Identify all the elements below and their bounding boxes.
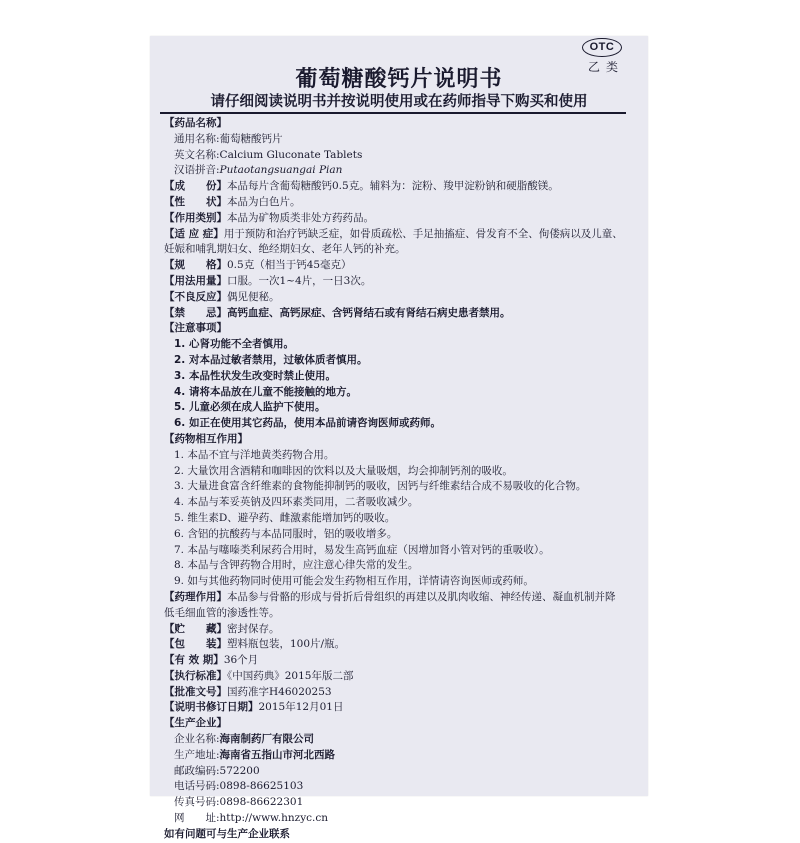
package-row	[164, 637, 624, 653]
precaution-item: 4. 请将本品放在儿童不能接触的地方。	[174, 385, 357, 398]
adverse-label: 【不良反应】	[164, 290, 227, 303]
precautions-heading: 【注意事项】	[164, 322, 227, 335]
category-label: 【作用类别】	[164, 211, 227, 224]
manufacturer-field-value: 海南省五指山市河北西路	[219, 748, 336, 761]
interaction-item: 6. 含铝的抗酸药与本品同服时，铝的吸收增多。	[174, 527, 398, 540]
generic-name-row	[164, 132, 624, 148]
package-value: 塑料瓶包装，100片/瓶。	[227, 638, 346, 651]
interaction-item: 8. 本品与含钾药物合用时，应注意心律失常的发生。	[174, 559, 419, 572]
composition-row	[164, 179, 624, 195]
composition-value: 本品每片含葡萄糖酸钙0.5克。辅料为：淀粉、羧甲淀粉钠和硬脂酸镁。	[227, 180, 559, 193]
manufacturer-field	[164, 748, 624, 764]
manufacturer-field	[164, 811, 624, 827]
pharmacology-label: 【药理作用】	[164, 590, 227, 603]
manufacturer-field-label: 邮政编码:	[174, 764, 220, 777]
otc-badge: OTC	[582, 38, 622, 57]
storage-label: 【贮 藏】	[164, 622, 227, 635]
standard-value: 《中国药典》2015年版二部	[227, 669, 354, 682]
dosage-row	[164, 274, 624, 290]
category-value: 本品为矿物质类非处方药药品。	[227, 211, 374, 224]
manufacturer-field	[164, 779, 624, 795]
english-name-value: Calcium Gluconate Tablets	[219, 148, 363, 161]
precaution-item: 6. 如正在使用其它药品，使用本品前请咨询医师或药师。	[174, 417, 441, 430]
composition-label: 【成 份】	[164, 180, 227, 193]
precaution-item: 2. 对本品过敏者禁用，过敏体质者慎用。	[174, 353, 368, 366]
manufacturer-field	[164, 764, 624, 780]
spec-label: 【规 格】	[164, 259, 227, 272]
appearance-label: 【性 状】	[164, 195, 227, 208]
generic-name-label: 通用名称:	[174, 132, 220, 145]
storage-row	[164, 622, 624, 638]
manufacturer-field	[164, 795, 624, 811]
drug-name-heading: 【药品名称】	[164, 117, 227, 129]
approval-row	[164, 685, 624, 701]
pharmacology-value: 本品参与骨骼的形成与骨折后骨组织的再建以及肌肉收缩、神经传递、凝血机制并降低毛细血管的渗透性等。	[164, 590, 616, 619]
manufacturer-field-label: 电话号码:	[174, 780, 220, 793]
validity-label: 【有 效 期】	[164, 654, 224, 667]
interaction-item: 3. 大量进食富含纤维素的食物能抑制钙的吸收，因钙与纤维素结合成不易吸收的化合物。	[174, 480, 587, 493]
pharmacology-row	[164, 590, 624, 622]
pinyin-name-row	[164, 163, 624, 179]
drug-class-label: 乙类	[588, 60, 625, 74]
standard-row	[164, 669, 624, 685]
interactions-heading: 【药物相互作用】	[164, 432, 248, 445]
category-row	[164, 211, 624, 227]
manufacturer-field-value: 0898-86622301	[219, 796, 304, 809]
revision-row	[164, 700, 624, 716]
page-subtitle: 请仔细阅读说明书并按说明使用或在药师指导下购买和使用	[210, 94, 588, 110]
appearance-value: 本品为白色片。	[227, 195, 301, 208]
contraindications-value: 高钙血症、高钙尿症、含钙肾结石或有肾结石病史患者禁用。	[227, 306, 511, 319]
spec-row	[164, 258, 624, 274]
interaction-item: 1. 本品不宜与洋地黄类药物合用。	[174, 448, 335, 461]
manufacturer-field	[164, 732, 624, 748]
storage-value: 密封保存。	[227, 622, 280, 635]
footer-note: 如有问题可与生产企业联系	[164, 827, 290, 840]
precaution-item: 1. 心肾功能不全者慎用。	[174, 338, 294, 351]
manufacturer-field-label: 网 址:	[174, 812, 220, 825]
validity-value: 36个月	[223, 654, 259, 667]
spec-value: 0.5克（相当于钙45毫克）	[227, 259, 352, 272]
page-title: 葡萄糖酸钙片说明书	[295, 67, 503, 92]
manufacturer-field-label: 传真号码:	[174, 796, 220, 809]
approval-label: 【批准文号】	[164, 685, 227, 698]
interaction-item: 7. 本品与噻嗪类利尿药合用时，易发生高钙血症（因增加肾小管对钙的重吸收）。	[174, 543, 550, 556]
standard-label: 【执行标准】	[164, 669, 227, 682]
manufacturer-heading: 【生产企业】	[164, 717, 227, 730]
revision-value: 2015年12月01日	[258, 701, 344, 714]
pinyin-name-value: Putaotangsuangai Pian	[219, 164, 343, 177]
manufacturer-field-value: 572200	[219, 764, 260, 777]
dosage-value: 口服。一次1~4片，一日3次。	[227, 274, 372, 287]
appearance-row	[164, 195, 624, 211]
dosage-label: 【用法用量】	[164, 274, 227, 287]
leaflet-content	[164, 116, 624, 843]
indications-label: 【适 应 症】	[164, 227, 224, 240]
package-label: 【包 装】	[164, 638, 227, 651]
interaction-item: 4. 本品与苯妥英钠及四环素类同用，二者吸收减少。	[174, 496, 419, 509]
header-divider	[160, 112, 626, 114]
manufacturer-field-label: 企业名称:	[174, 733, 220, 746]
manufacturer-field-value: http://www.hnzyc.cn	[219, 812, 328, 825]
indications-row	[164, 227, 624, 259]
revision-label: 【说明书修订日期】	[164, 701, 259, 714]
contraindications-label: 【禁 忌】	[164, 306, 227, 319]
manufacturer-field-value: 0898-86625103	[219, 780, 304, 793]
interaction-item: 5. 维生素D、避孕药、雌激素能增加钙的吸收。	[174, 511, 396, 524]
english-name-label: 英文名称:	[174, 148, 220, 161]
english-name-row	[164, 148, 624, 164]
validity-row	[164, 653, 624, 669]
adverse-row	[164, 290, 624, 306]
contraindications-row	[164, 306, 624, 322]
pinyin-name-label: 汉语拼音:	[174, 164, 220, 177]
precaution-item: 3. 本品性状发生改变时禁止使用。	[174, 369, 336, 382]
adverse-value: 偶见便秘。	[227, 290, 280, 303]
manufacturer-field-label: 生产地址:	[174, 748, 220, 761]
generic-name-value: 葡萄糖酸钙片	[219, 132, 283, 145]
indications-value: 用于预防和治疗钙缺乏症，如骨质疏松、手足抽搐症、骨发育不全、佝偻病以及儿童、妊娠和哺乳期妇女、绝经期妇女、老年人钙的补充。	[164, 227, 623, 256]
precaution-item: 5. 儿童必须在成人监护下使用。	[174, 401, 326, 414]
approval-value: 国药准字H46020253	[227, 685, 332, 698]
interaction-item: 2. 大量饮用含酒精和咖啡因的饮料以及大量吸烟，均会抑制钙剂的吸收。	[174, 464, 513, 477]
interaction-item: 9. 如与其他药物同时使用可能会发生药物相互作用，详情请咨询医师或药师。	[174, 575, 534, 588]
manufacturer-field-value: 海南制药厂有限公司	[219, 733, 315, 746]
